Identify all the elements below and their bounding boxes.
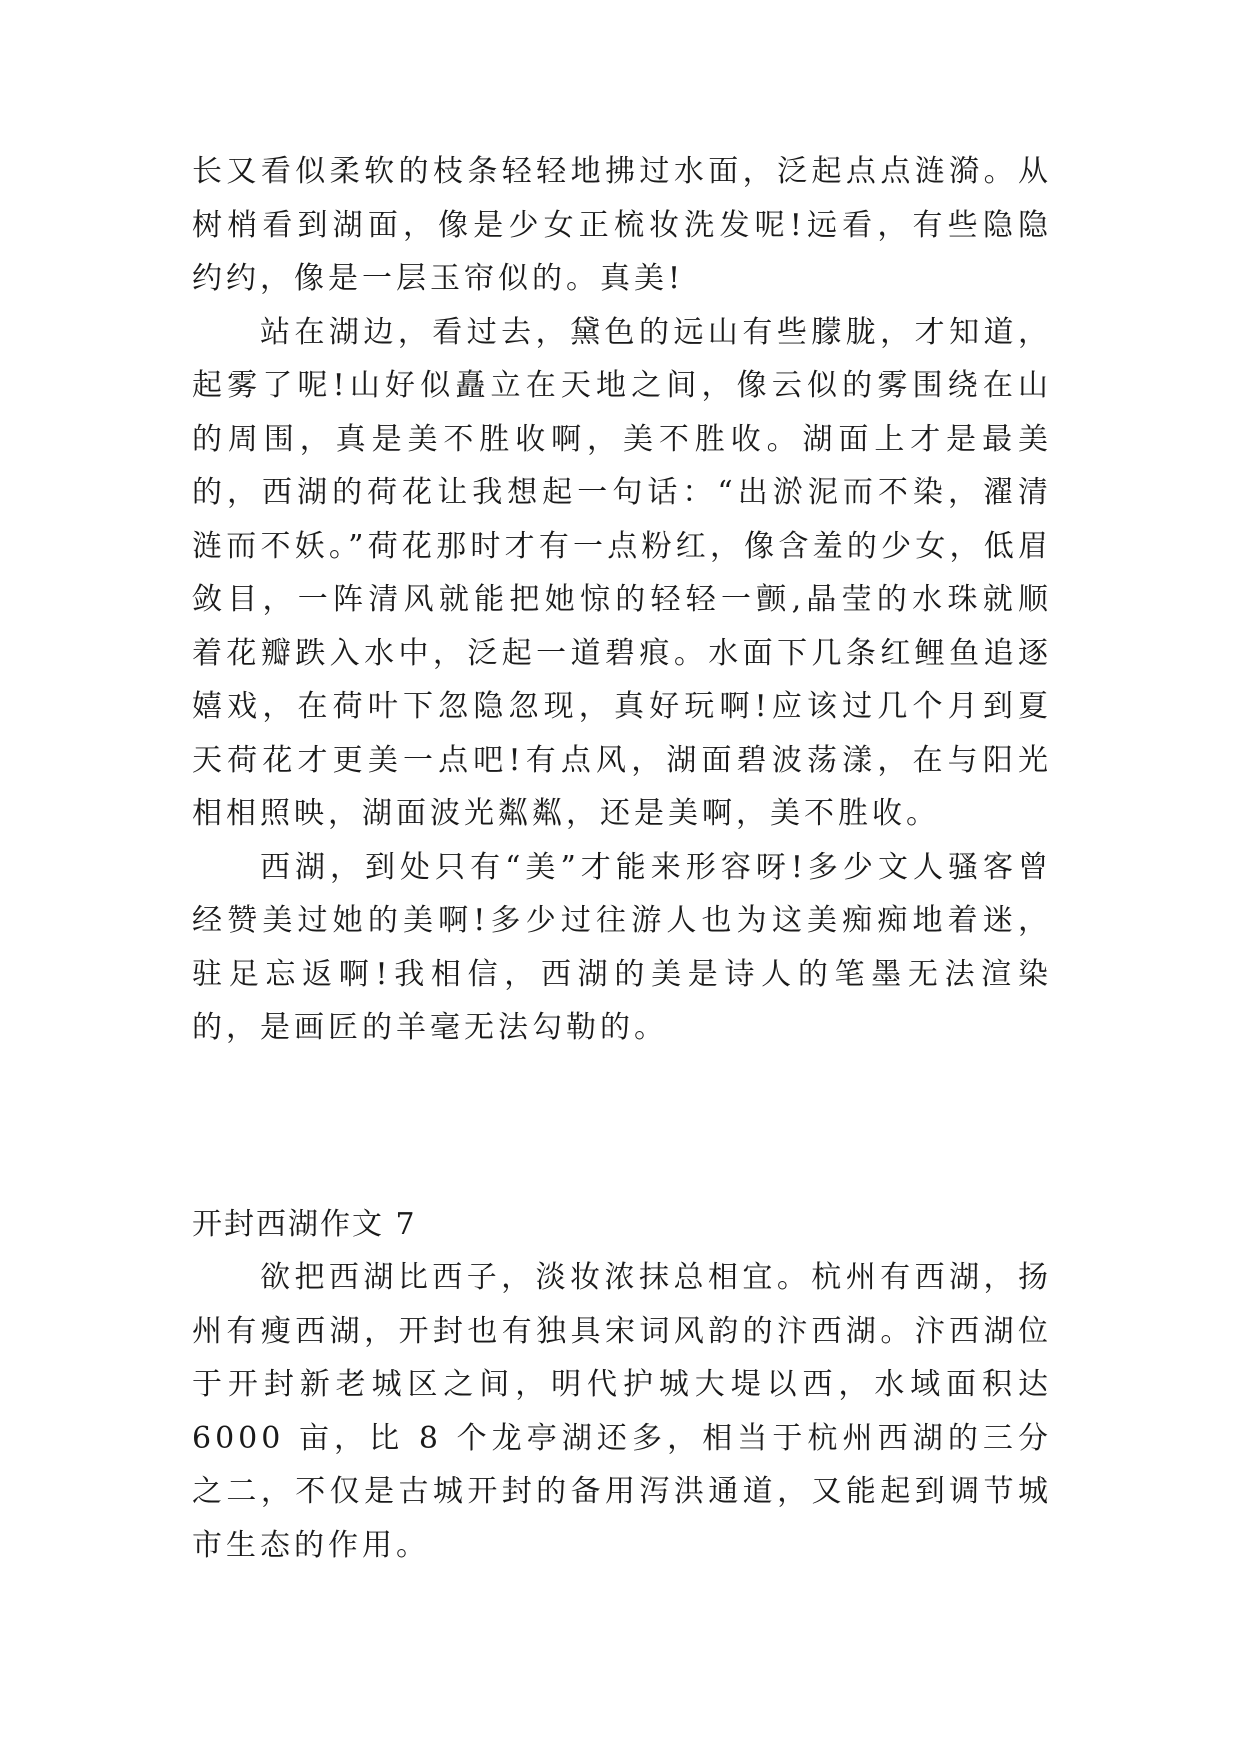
paragraph-continued: 长又看似柔软的枝条轻轻地拂过水面，泛起点点涟漪。从树梢看到湖面，像是少女正梳妆洗发呢!远看，有些隐隐约约，像是一层玉帘似的。真美! xyxy=(192,154,1052,296)
body-text-bottom xyxy=(192,1251,1052,1572)
paragraph-west-lake-beauty: 西湖，到处只有“美”才能来形容呀!多少文人骚客曾经赞美过她的美啊!多少过往游人也为这美痴痴地着迷，驻足忘返啊!我相信，西湖的美是诗人的笔墨无法渲染的，是画匠的羊毫无法勾勒的。 xyxy=(192,849,1052,1045)
section-title: 开封西湖作文 7 xyxy=(192,1207,417,1242)
paragraph-lakeside: 站在湖边，看过去，黛色的远山有些朦胧，才知道，起雾了呢!山好似矗立在天地之间，像云似的雾围绕在山的周围，真是美不胜收啊，美不胜收。湖面上才是最美的，西湖的荷花让我想起一句话：“出淤泥而不染，濯清涟而不妖。”荷花那时才有一点粉红，像含羞的少女，低眉敛目，一阵清风就能把她惊的轻轻一颤,晶莹的水珠就顺着花瓣跌入水中，泛起一道碧痕。水面下几条红鲤鱼追逐嬉戏，在荷叶下忽隐忽现，真好玩啊!应该过几个月到夏天荷花才更美一点吧!有点风，湖面碧波荡漾，在与阳光相相照映，湖面波光粼粼，还是美啊，美不胜收。 xyxy=(192,314,1052,831)
paragraph-bianxi-lake: 欲把西湖比西子，淡妆浓抹总相宜。杭州有西湖，扬州有瘦西湖，开封也有独具宋词风韵的汴西湖。汴西湖位于开封新老城区之间，明代护城大堤以西，水域面积达 6000 亩，比 8 个龙亭湖还多，相当于杭州西湖的三分之二，不仅是古城开封的备用泻洪通道，又能起到调节城市生态的作用。 xyxy=(192,1260,1052,1563)
body-text-top xyxy=(192,145,1052,1055)
